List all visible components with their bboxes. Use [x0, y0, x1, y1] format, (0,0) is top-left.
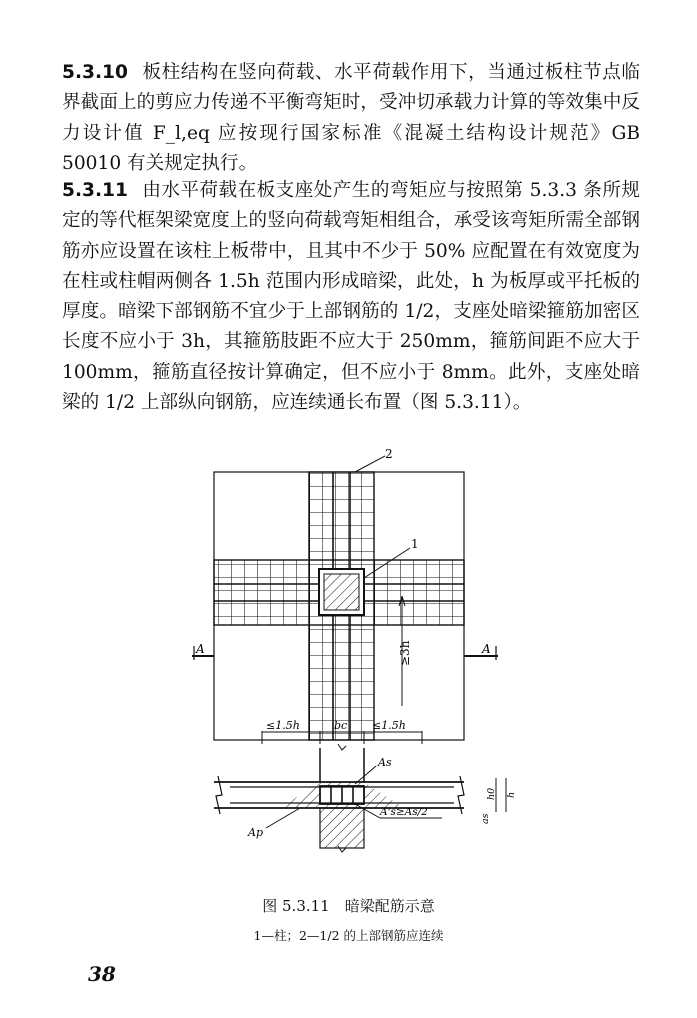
section-number: 5.3.10 — [62, 62, 128, 83]
dim-right-label: ≤1.5h — [372, 719, 406, 732]
section-5-3-11 — [62, 176, 640, 418]
figure-note: 1—柱；2—1/2 的上部钢筋应连续 — [253, 928, 444, 943]
section-number: 5.3.11 — [62, 180, 128, 201]
hidden-beam-figure — [180, 448, 520, 888]
column — [319, 569, 364, 615]
As-label: As — [378, 756, 392, 769]
Ap-label: Ap — [248, 826, 263, 839]
section-text: 板柱结构在竖向荷载、水平荷载作用下，当通过板柱节点临界截面上的剪应力传递不平衡弯矩时，受冲切承载力计算的等效集中反力设计值 F_l,eq 应按现行国家标准《混凝土结构设计规范》GB 50010 有关规定执行。 — [62, 62, 640, 174]
section-5-3-10 — [62, 58, 640, 179]
figure-title: 图 5.3.11 暗梁配筋示意 — [262, 897, 435, 915]
as-label: as — [480, 813, 491, 824]
marker-1-label: 1 — [411, 537, 419, 551]
section-left-label: A — [196, 642, 205, 656]
section-text: 由水平荷载在板支座处产生的弯矩应与按照第 5.3.3 条所规定的等代框架梁宽度上的竖向荷载弯矩相组合，承受该弯矩所需全部钢筋亦应设置在该柱上板带中，且其中不少于 50% 应配置在有效宽度为在柱或柱帽两侧各 1.5h 范围内形成暗梁，此处，h 为板厚或平托板的厚度。暗梁下部钢筋不宜少于上部钢筋的 1/2，支座处暗梁箍筋加密区长度不应小于 3h，其箍筋肢距不应大于 250mm，箍筋间距不应大于 100mm，箍筋直径按计算确定，但不应小于 8mm。此外，支座处暗梁的 1/2 上部纵向钢筋，应连续通长布置（图 5.3.11）。 — [62, 180, 640, 414]
h-label: h — [506, 791, 517, 798]
dim-bc-label: bc — [334, 719, 348, 732]
dim-left-label: ≤1.5h — [266, 719, 300, 732]
marker-2-label: 2 — [385, 448, 393, 461]
section-view — [214, 744, 517, 852]
h0-label: h0 — [486, 787, 497, 800]
As-prime-label: A's≥As/2 — [380, 806, 428, 818]
dim-3h-label: ≥3h — [398, 640, 412, 666]
page-number: 38 — [88, 962, 116, 986]
section-right-label: A — [482, 642, 491, 656]
plan-view — [192, 448, 498, 740]
